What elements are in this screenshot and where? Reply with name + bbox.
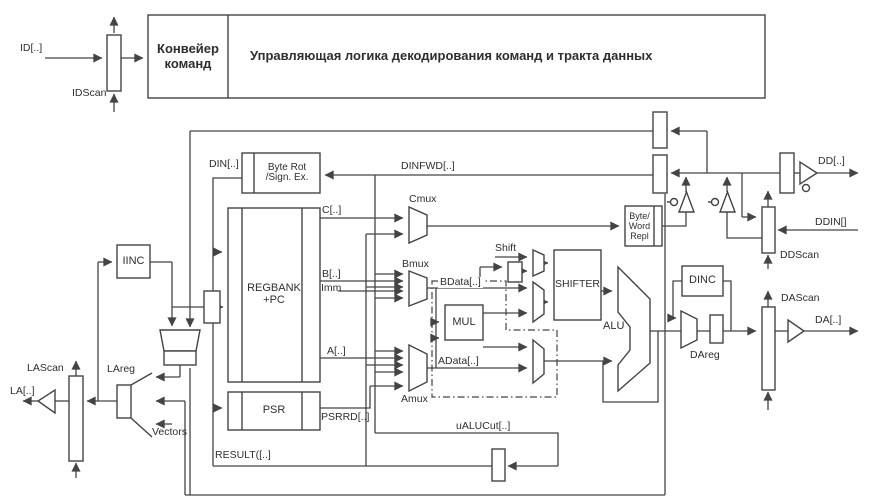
cmux-label: Cmux [409, 193, 437, 205]
byte-rot-label: Byte Rot /Sign. Ex. [265, 161, 309, 183]
lascan-register [69, 376, 83, 461]
dascan-label: DAScan [781, 292, 820, 304]
la-bus-label: LA[..] [10, 385, 35, 397]
la-output-buffer-icon [38, 390, 55, 413]
shifter-label: SHIFTER [555, 278, 600, 291]
lascan-label: LAScan [27, 362, 64, 374]
psrrd-label: PSRRD[..] [321, 411, 370, 423]
instruction-pipe-scan-register [107, 35, 121, 91]
address-funnel-shape [160, 330, 200, 351]
address-funnel-base [164, 351, 196, 365]
mul-label: MUL [452, 315, 476, 328]
c-bus-label: C[..] [322, 204, 342, 216]
shift-amount-register [508, 262, 522, 282]
ddscan-register [762, 207, 775, 253]
vectors-label: Vectors [152, 426, 188, 438]
adata-label: AData[..] [438, 355, 479, 367]
dareg-label: DAreg [690, 349, 720, 361]
ddin-tristate-icon [720, 192, 735, 212]
dinc-label: DINC [689, 274, 716, 287]
dd-out-register [780, 153, 794, 193]
dd-bus-label: DD[..] [818, 155, 845, 167]
idscan-label: IDScan [72, 87, 107, 99]
tristate-enable-icon-2 [712, 199, 719, 206]
bmux-shape [409, 271, 427, 306]
lareg-label: LAreg [107, 363, 136, 375]
cmux-shape [409, 207, 427, 243]
id-bus-label: ID[..] [20, 42, 43, 54]
din-top-register [653, 112, 667, 148]
bdata-mux-shape [533, 282, 544, 322]
lareg-register [117, 385, 131, 418]
regbank-label: REGBANK +PC [247, 282, 301, 306]
dascan-register [762, 307, 775, 390]
ddscan-label: DDScan [780, 249, 820, 261]
a-bus-label: A[..] [327, 345, 346, 357]
b-bus-label: B[..] [322, 268, 341, 280]
result-register [492, 449, 505, 481]
shift-label: Shift [495, 242, 517, 254]
ddin-label: DDIN[] [815, 216, 847, 228]
control-logic-title: Управляющая логика декодирования команд и тракта данных [250, 48, 653, 64]
da-bus-label: DA[..] [815, 314, 842, 326]
dd-buffer-enable-icon [803, 185, 810, 192]
adata-mux-shape [533, 340, 544, 383]
pipeline-title-line1: Конвейер [157, 40, 219, 56]
lareg-horn-bottom [131, 418, 152, 437]
bdata-label: BData[..] [440, 276, 481, 288]
dinfwd-register [653, 155, 667, 193]
amux-shape [409, 345, 427, 391]
bmux-label: Bmux [402, 258, 429, 270]
a-bus-register [204, 291, 220, 323]
dareg-mux-shape [681, 311, 697, 348]
din-label: DIN[..] [209, 158, 239, 170]
shift-mux-shape [533, 250, 544, 276]
da-output-buffer-icon [788, 320, 804, 342]
psr-label: PSR [262, 404, 286, 417]
dareg-register [710, 315, 723, 343]
tristate-enable-icon [671, 199, 678, 206]
byte-word-tristate-icon [679, 192, 694, 212]
ualucut-label: uALUCut[..] [456, 420, 511, 432]
byte-word-repl-label: Byte/ Word Repl [628, 210, 651, 242]
pipeline-title-cell [148, 15, 228, 98]
iinc-label: IINC [122, 254, 145, 267]
amux-label: Amux [401, 393, 428, 405]
dinfwd-label: DINFWD[..] [401, 160, 455, 172]
pipeline-title-line2: команд [164, 55, 212, 71]
result-bus-label: RESULT([..] [215, 449, 271, 461]
alu-label: ALU [603, 320, 625, 332]
imm-label: Imm [321, 282, 342, 294]
dd-output-buffer-icon [800, 162, 817, 184]
